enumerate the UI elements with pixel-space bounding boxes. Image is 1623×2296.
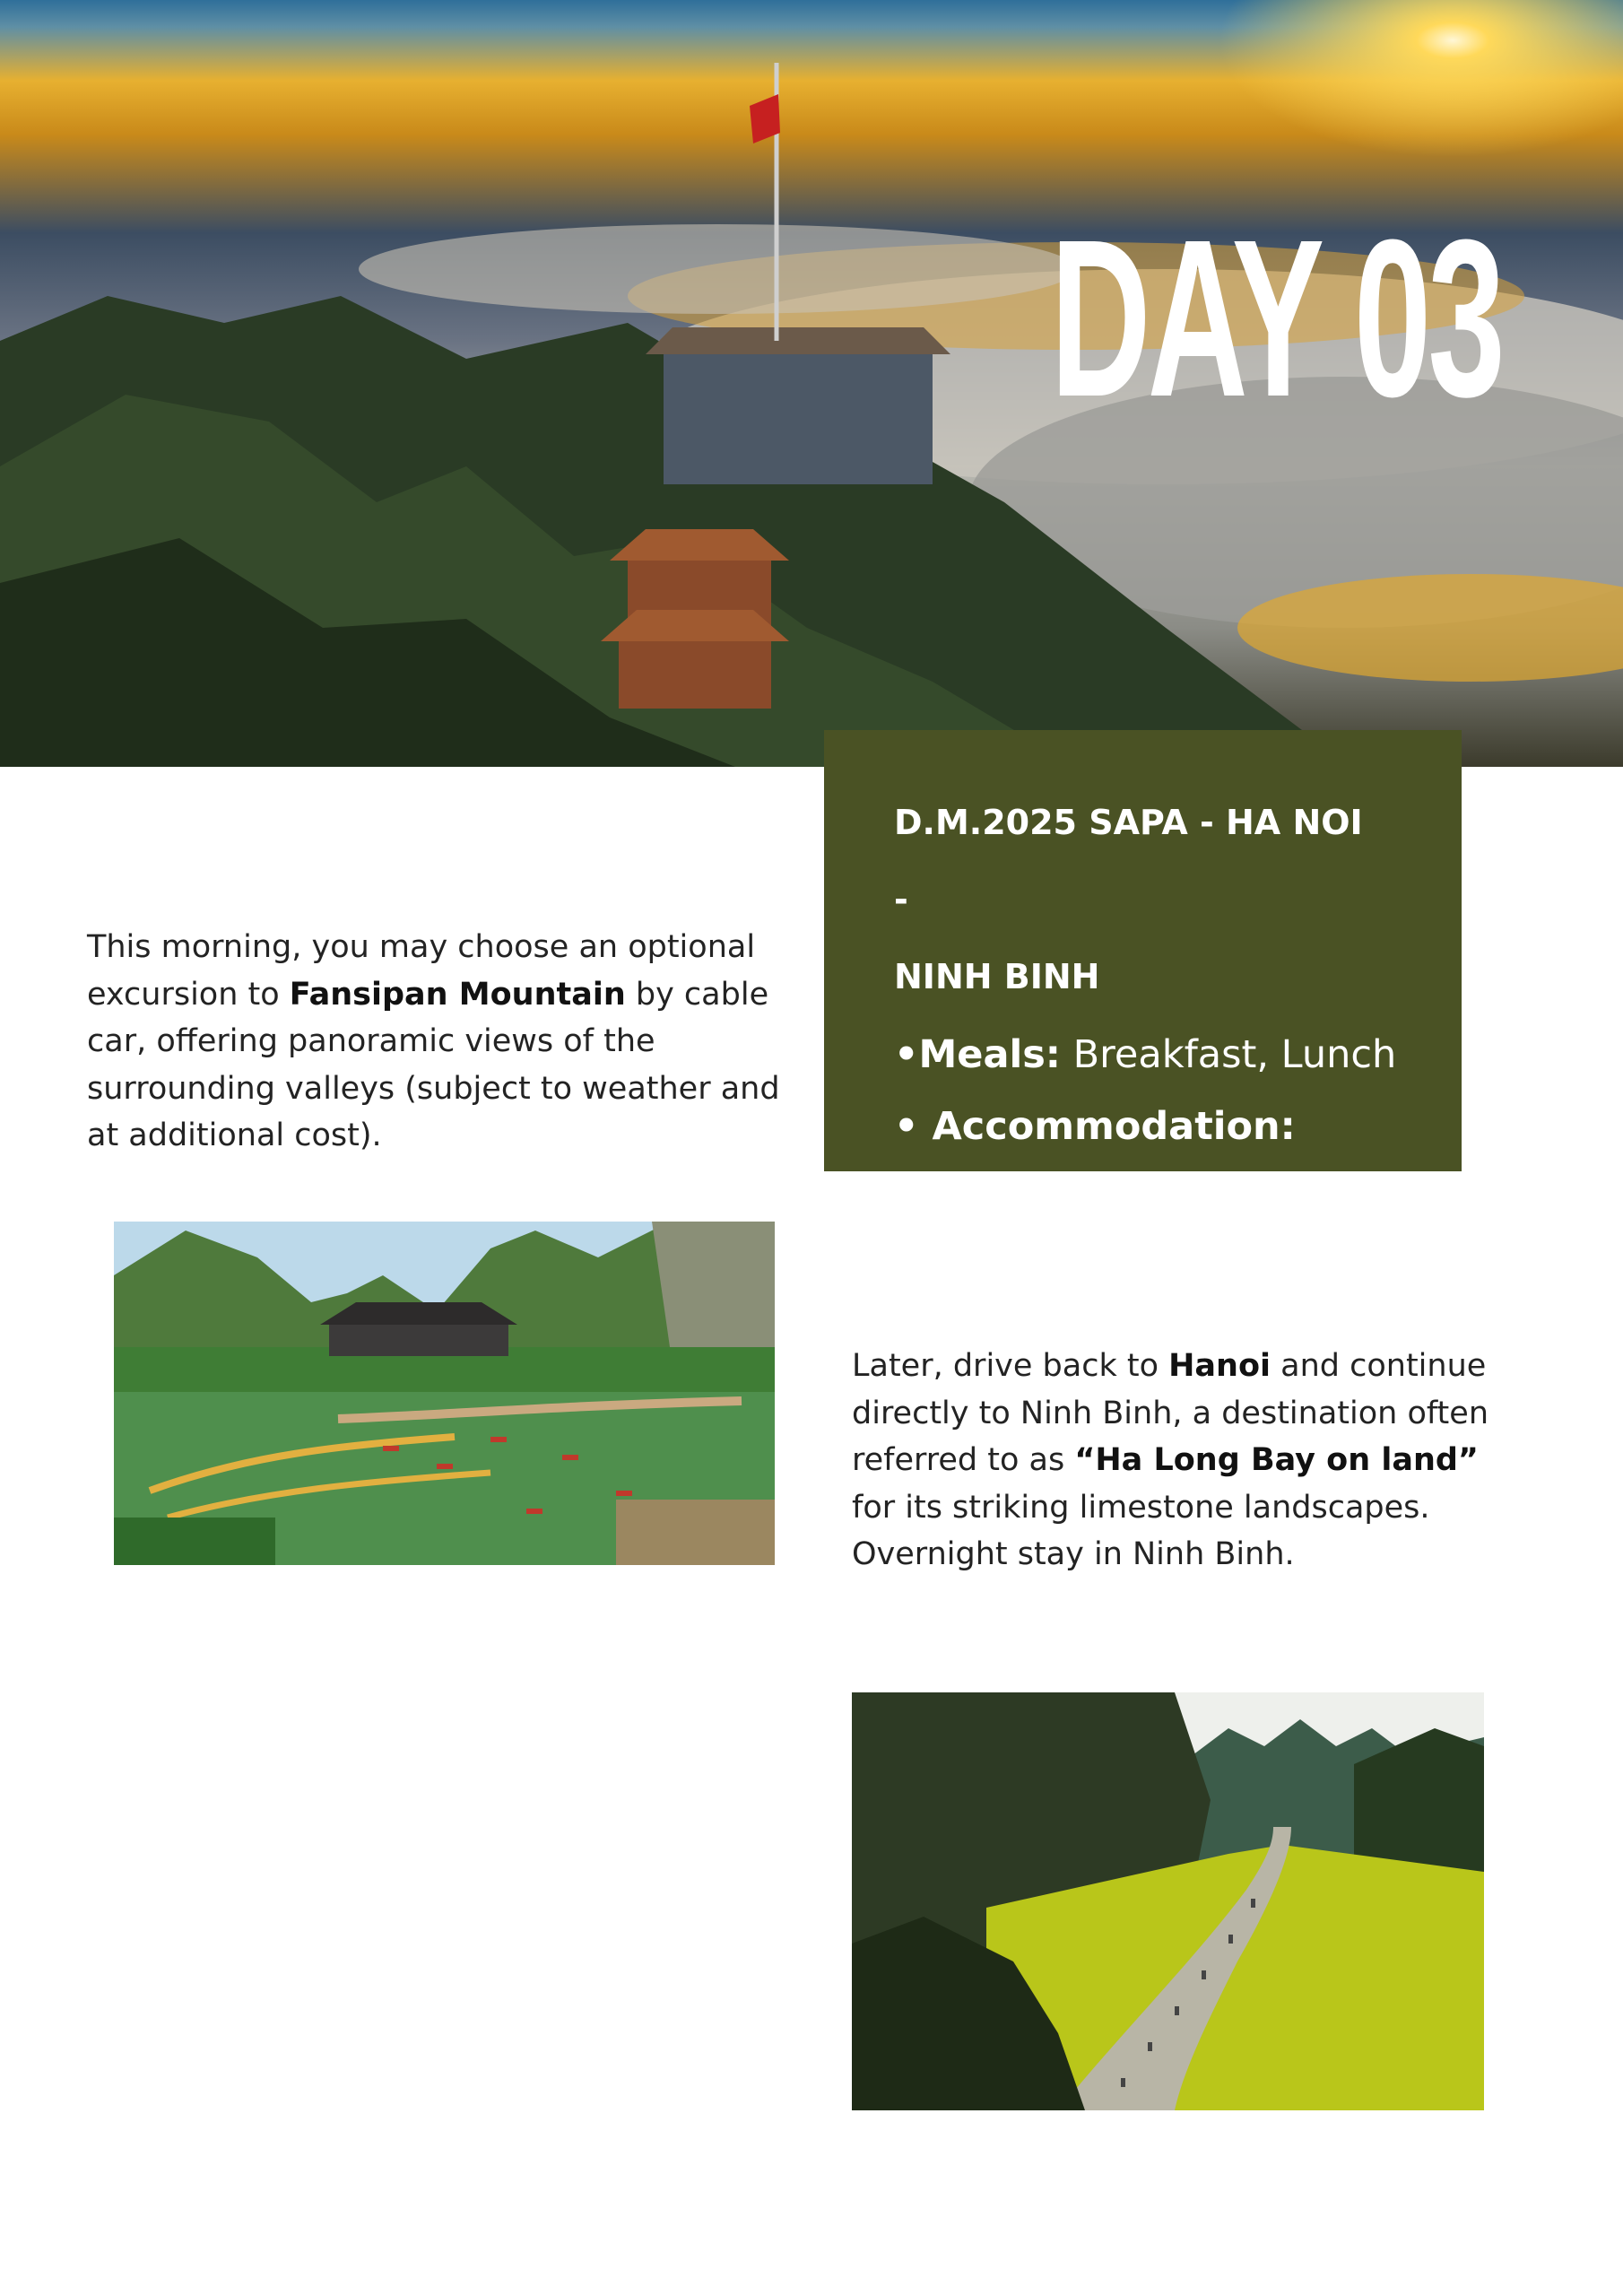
- paragraph-2-text-c: for its striking limestone landscapes. Overnight stay in Ninh Binh.: [852, 1489, 1430, 1572]
- paragraph-2-text-b: and continue directly to Ninh Binh, a destination often referred to as: [852, 1348, 1488, 1478]
- paragraph-1-text-b: by cable car, offering panoramic views of the surrounding valleys (subject to weather and at additional cost).: [87, 976, 780, 1153]
- itinerary-info-box: [824, 730, 1462, 1171]
- accommodation-label: • Accommodation:: [894, 1104, 1296, 1149]
- river-valley-illustration: [852, 1692, 1484, 2110]
- tam-coc-river-photo: [852, 1692, 1484, 2110]
- route-line-1: D.M.2025 SAPA - HA NOI -: [894, 803, 1363, 919]
- fansipan-paragraph: [87, 924, 804, 1160]
- route-title: [894, 784, 1378, 1015]
- fansipan-mountain-bold: Fansipan Mountain: [289, 976, 626, 1013]
- hero-image: [0, 0, 1623, 767]
- meals-value: Breakfast, Lunch: [1060, 1032, 1397, 1077]
- hanoi-ninh-binh-paragraph: [852, 1343, 1520, 1578]
- hanoi-bold: Hanoi: [1168, 1348, 1271, 1384]
- ha-long-bay-on-land-bold: “Ha Long Bay on land”: [1074, 1442, 1479, 1478]
- accommodation-line: [894, 1094, 1399, 1159]
- pagoda-boats-illustration: [114, 1222, 775, 1565]
- day-title: DAY 03: [1050, 193, 1502, 443]
- paragraph-2-text-a: Later, drive back to: [852, 1348, 1169, 1384]
- route-line-2: NINH BINH: [894, 957, 1100, 996]
- paragraph-1-text-a: This morning, you may choose an optional excursion to: [87, 929, 756, 1013]
- ninh-binh-pagoda-photo: [114, 1222, 775, 1565]
- meals-label: •Meals:: [894, 1032, 1061, 1077]
- meals-line: [894, 1022, 1399, 1087]
